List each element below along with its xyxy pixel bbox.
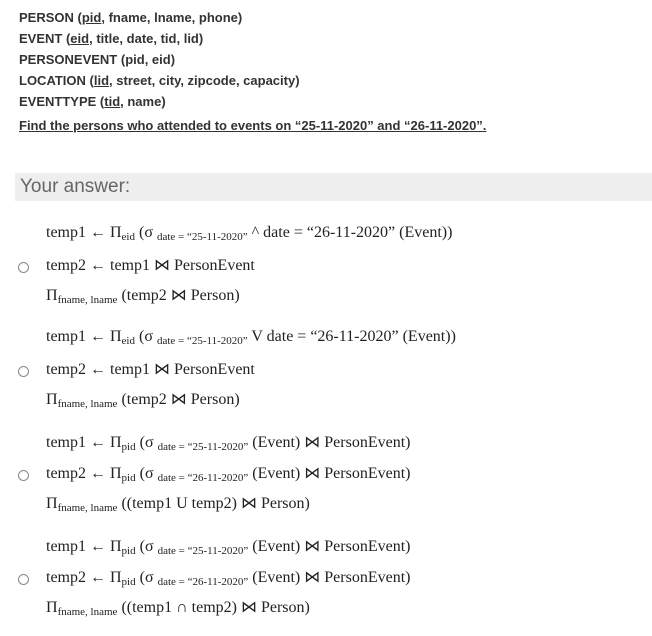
- expression-subscript: pid: [121, 472, 136, 484]
- expression-line: [46, 255, 255, 275]
- expression-subscript: date = “25-11-2020”: [157, 545, 249, 557]
- expression-text: (σ: [135, 434, 158, 451]
- answer-option-4[interactable]: [0, 530, 652, 626]
- question-text: Find the persons who attended to events on “25-11-2020” and “26-11-2020”.: [19, 118, 487, 133]
- answer-option-3[interactable]: [0, 426, 652, 522]
- expression-line: [46, 463, 410, 483]
- expression-line: [46, 285, 240, 305]
- expression-subscript: pid: [121, 545, 136, 557]
- primary-key: pid: [81, 10, 102, 25]
- relation-name: PERSON: [19, 10, 74, 25]
- expression-subscript: date = “25-11-2020”: [157, 441, 249, 453]
- relation-attributes: , title, date, tid, lid): [89, 31, 204, 46]
- expression-text: temp1 ← Π: [46, 538, 122, 555]
- expression-text: temp2 ← temp1 ⋈ PersonEvent: [46, 361, 255, 378]
- radio-button[interactable]: [18, 470, 29, 481]
- relation-attributes: , street, city, zipcode, capacity): [109, 73, 300, 88]
- expression-text: temp1 ← Π: [46, 224, 122, 241]
- radio-button[interactable]: [18, 366, 29, 377]
- expression-subscript: date = “26-11-2020”: [157, 576, 249, 588]
- expression-text: (σ: [135, 569, 158, 586]
- expression-subscript: fname, lname: [57, 502, 118, 514]
- expression-line: [46, 567, 410, 587]
- primary-key: lid: [93, 73, 110, 88]
- expression-line: [46, 359, 255, 379]
- expression-subscript: date = “25-11-2020”: [156, 335, 248, 347]
- expression-subscript: fname, lname: [57, 606, 118, 618]
- expression-line: [46, 224, 452, 242]
- expression-subscript: fname, lname: [57, 398, 118, 410]
- expression-text: temp2 ← temp1 ⋈ PersonEvent: [46, 257, 255, 274]
- expression-text: Π: [46, 391, 58, 408]
- expression-text: ((temp1 ∩ temp2) ⋈ Person): [117, 599, 310, 616]
- radio-button[interactable]: [18, 262, 29, 273]
- expression-line: [46, 328, 456, 346]
- expression-text: (Event) ⋈ PersonEvent): [248, 538, 411, 555]
- schema-block: [19, 7, 300, 112]
- expression-text: (σ: [135, 328, 157, 345]
- primary-key: tid: [104, 94, 121, 109]
- expression-text: (temp2 ⋈ Person): [117, 287, 240, 304]
- expression-subscript: eid: [121, 335, 135, 347]
- expression-subscript: pid: [121, 441, 136, 453]
- expression-text: (σ: [135, 224, 157, 241]
- answer-header-label: Your answer:: [20, 176, 131, 197]
- expression-text: (Event) ⋈ PersonEvent): [248, 569, 411, 586]
- expression-text: V date = “26-11-2020” (Event)): [247, 328, 456, 345]
- expression-line: [46, 493, 310, 513]
- schema-location: LOCATION (lid, street, city, zipcode, capacity): [19, 73, 300, 88]
- radio-button[interactable]: [18, 574, 29, 585]
- relation-attributes: pid, eid): [125, 52, 176, 67]
- primary-key: eid: [70, 31, 90, 46]
- expression-subscript: pid: [121, 576, 136, 588]
- expression-text: temp1 ← Π: [46, 434, 122, 451]
- expression-text: temp1 ← Π: [46, 328, 122, 345]
- relation-name: PERSONEVENT: [19, 52, 118, 67]
- answer-option-2[interactable]: [0, 322, 652, 418]
- expression-text: ^ date = “26-11-2020” (Event)): [247, 224, 453, 241]
- expression-text: (Event) ⋈ PersonEvent): [248, 434, 411, 451]
- expression-subscript: date = “25-11-2020”: [156, 231, 248, 243]
- expression-subscript: date = “26-11-2020”: [157, 472, 249, 484]
- relation-attributes: , fname, lname, phone): [101, 10, 243, 25]
- expression-text: Π: [46, 287, 58, 304]
- expression-text: Π: [46, 599, 58, 616]
- expression-text: (Event) ⋈ PersonEvent): [248, 465, 411, 482]
- expression-line: [46, 432, 410, 452]
- relation-name: EVENTTYPE: [19, 94, 97, 109]
- answer-option-1[interactable]: [0, 218, 652, 314]
- expression-text: (σ: [135, 538, 158, 555]
- expression-line: [46, 389, 240, 409]
- expression-text: temp2 ← Π: [46, 465, 122, 482]
- relation-name: EVENT: [19, 31, 63, 46]
- schema-eventtype: EVENTTYPE (tid, name): [19, 94, 166, 109]
- expression-subscript: eid: [121, 231, 135, 243]
- expression-text: ((temp1 U temp2) ⋈ Person): [117, 495, 310, 512]
- relation-name: LOCATION: [19, 73, 86, 88]
- expression-line: [46, 597, 310, 617]
- expression-text: (temp2 ⋈ Person): [117, 391, 240, 408]
- relation-attributes: , name): [120, 94, 166, 109]
- expression-line: [46, 536, 410, 556]
- answer-header: [15, 173, 652, 201]
- schema-person: PERSON (pid, fname, lname, phone): [19, 10, 243, 25]
- expression-text: Π: [46, 495, 58, 512]
- schema-event: EVENT (eid, title, date, tid, lid): [19, 31, 204, 46]
- expression-text: temp2 ← Π: [46, 569, 122, 586]
- schema-personevent: PERSONEVENT (pid, eid): [19, 52, 176, 67]
- expression-subscript: fname, lname: [57, 294, 118, 306]
- expression-text: (σ: [135, 465, 158, 482]
